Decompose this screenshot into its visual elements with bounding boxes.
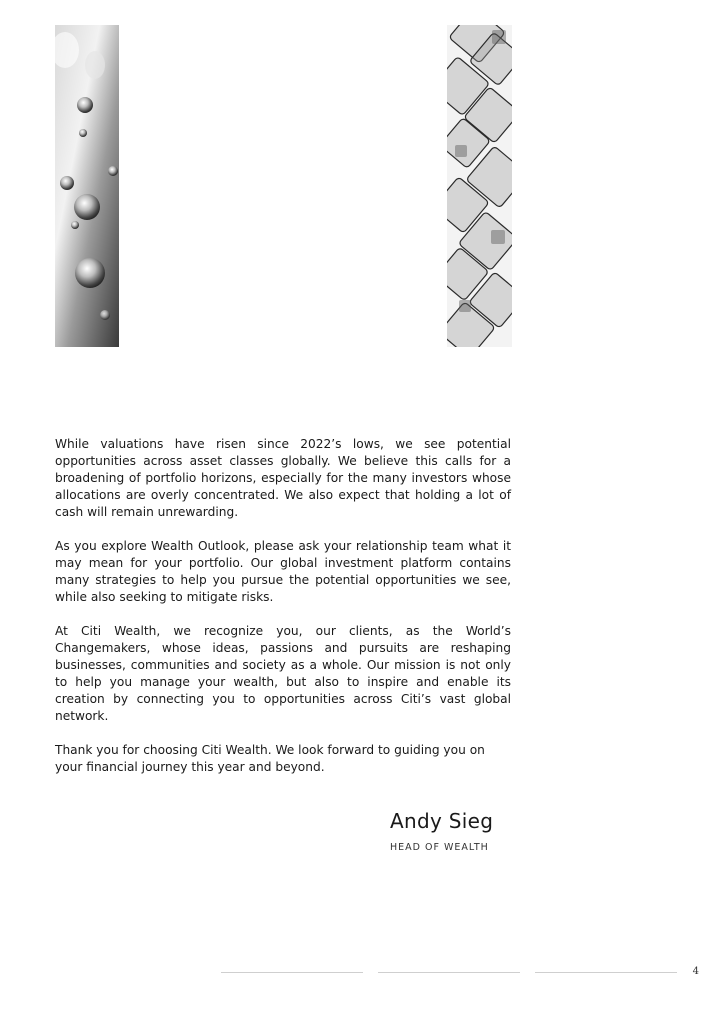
page-number: 4 xyxy=(692,966,699,977)
signature-block xyxy=(390,808,493,853)
footer-divider xyxy=(221,972,363,973)
letter-paragraph: At Citi Wealth, we recognize you, our clients, as the World’s Changemakers, whose ideas, passions and pursuits are reshaping businesses, communities and society as a whole. Our mission is not only to help you manage your wealth, but also to inspire and enable its creation by connecting you to opportunities across Citi’s vast global network. xyxy=(55,624,511,723)
signature-name: Andy Sieg xyxy=(390,809,494,833)
letter-body xyxy=(55,436,511,793)
letter-paragraph: As you explore Wealth Outlook, please ask your relationship team what it may mean for your portfolio. Our global investment platform contains many strategies to help you pursue the potential opportunities we see, while also seeking to mitigate risks. xyxy=(55,539,511,604)
footer-divider xyxy=(535,972,677,973)
overlapping-squares-image xyxy=(447,25,512,347)
letter-paragraph: Thank you for choosing Citi Wealth. We look forward to guiding you on your financial journey this year and beyond. xyxy=(55,743,485,774)
letter-paragraph: While valuations have risen since 2022’s lows, we see potential opportunities across asset classes globally. We believe this calls for a broadening of portfolio horizons, especially for the many investors whose allocations are overly concentrated. We also expect that holding a lot of cash will remain unrewarding. xyxy=(55,437,511,519)
footer-divider xyxy=(378,972,520,973)
signature-title: HEAD OF WEALTH xyxy=(390,842,489,853)
water-bubbles-image xyxy=(55,25,119,347)
